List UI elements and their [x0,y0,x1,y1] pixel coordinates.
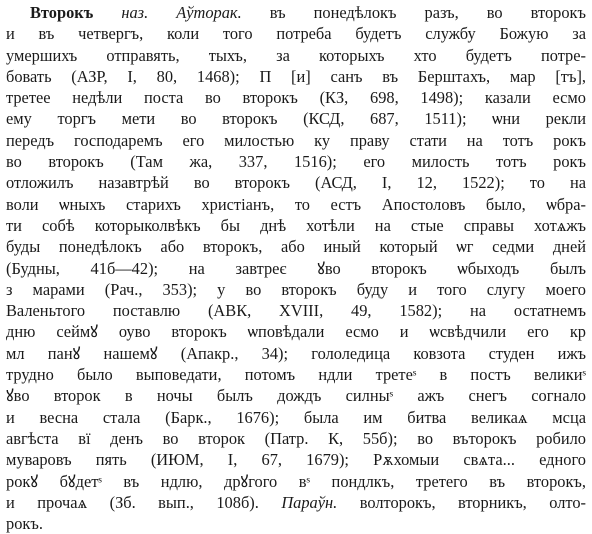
entry-text: и прочаѧ (Зб. вып., 108б). [6,492,282,512]
entry-text: рокꙋ бꙋдетˢ въ ндлю, дрꙋгого вˢ пондлкъ, третего въ второкъ, [6,471,586,491]
entry-line [6,321,586,342]
entry-text: въ понедѣлокъ разъ, во второкъ [241,3,586,22]
entry-text: умершихъ отправять, тыхъ, за которыхъ хто будетъ потре- [6,45,586,65]
entry-line [6,45,586,66]
entry-text [93,3,121,22]
entry-line [6,130,586,151]
entry-line [6,194,586,215]
entry-text: Валеньтого поставлю (АВК, XVIII, 49, 1582); на остатнемъ [6,301,586,321]
entry-text: передъ господаремъ его милостью ку праву стати на тотъ рокъ [6,130,586,150]
entry-line [6,364,586,385]
entry-text: трудно было выповедати, потомъ ндли третеˢ в постъ великиˢ [6,365,586,385]
dictionary-entry [6,2,586,534]
entry-text: мл панꙋ нашемꙋ (Апакр., 34); гололедица ковзота студен ижъ [6,343,586,363]
italic-note: Параўн. [281,492,338,512]
entry-text: з марами (Рач., 353); у во второкъ буду и того слугу моего [6,279,586,299]
headword: Второкъ [30,3,94,22]
entry-line [6,236,586,257]
entry-text: третее недѣли поста во второкъ (КЗ, 698, 1498); казали есмо [6,88,586,108]
entry-text: бовать (АЗР, I, 80, 1468); П [и] санъ въ Берштахъ, мар [тъ], [6,66,586,86]
entry-text: авгѣста вї денъ во второк (Патр. К, 55б); во въторокъ робило [6,428,586,448]
entry-line [6,258,586,279]
entry-line [6,279,586,300]
entry-line [6,492,586,513]
entry-line [6,172,586,193]
entry-line [6,513,586,534]
entry-text: буды понедѣлокъ або второкъ, або иный который ѡг седми дней [6,237,586,257]
entry-line [6,23,586,44]
entry-text: отложилъ назавтрѣй во второкъ (АСД, I, 12, 1522); то на [6,173,586,193]
entry-text: и весна стала (Барк., 1676); была им битва великаѧ мсца [6,407,586,427]
entry-line [6,471,586,492]
entry-text: рокъ. [6,514,43,534]
entry-line [6,428,586,449]
entry-line [6,215,586,236]
entry-text: воли ѡныхъ старихъ христіанъ, то естъ Апостоловъ было, ѡбра- [6,194,586,214]
entry-text: ему торгъ мети во второкъ (КСД, 687, 1511); ѡни рекли [6,109,586,129]
entry-line [6,108,586,129]
entry-line [6,66,586,87]
entry-line [6,87,586,108]
entry-line [6,449,586,470]
italic-note: наз. Аўторак. [121,3,242,22]
entry-line [6,343,586,364]
entry-text: (Будны, 41б—42); на завтреє ꙋво второкъ ѡбыходъ былъ [6,258,586,278]
entry-line [6,300,586,321]
entry-text: во второкъ (Там жа, 337, 1516); его милость тотъ рокъ [6,152,586,172]
entry-text: муваровъ пять (ИЮМ, I, 67, 1679); Рѫхомыи свѧта... едного [6,450,586,470]
entry-line [6,151,586,172]
entry-line [6,2,586,23]
entry-text: ꙋво второк в ночы былъ дождъ силныˢ ажъ снегъ согнало [6,386,586,406]
entry-text: и въ четвергъ, коли того потреба будетъ службу Божую за [6,24,586,44]
entry-text: дню сеймꙋ оуво второкъ ѡповѣдали есмо и ѡсвѣдчили его кр [6,322,586,342]
entry-text: волторокъ, вторникъ, олто- [337,492,586,512]
entry-line [6,407,586,428]
entry-text: ти собѣ которыколвѣкъ бы днѣ хотѣли на стые справы хотѧжъ [6,215,586,235]
entry-line [6,385,586,406]
